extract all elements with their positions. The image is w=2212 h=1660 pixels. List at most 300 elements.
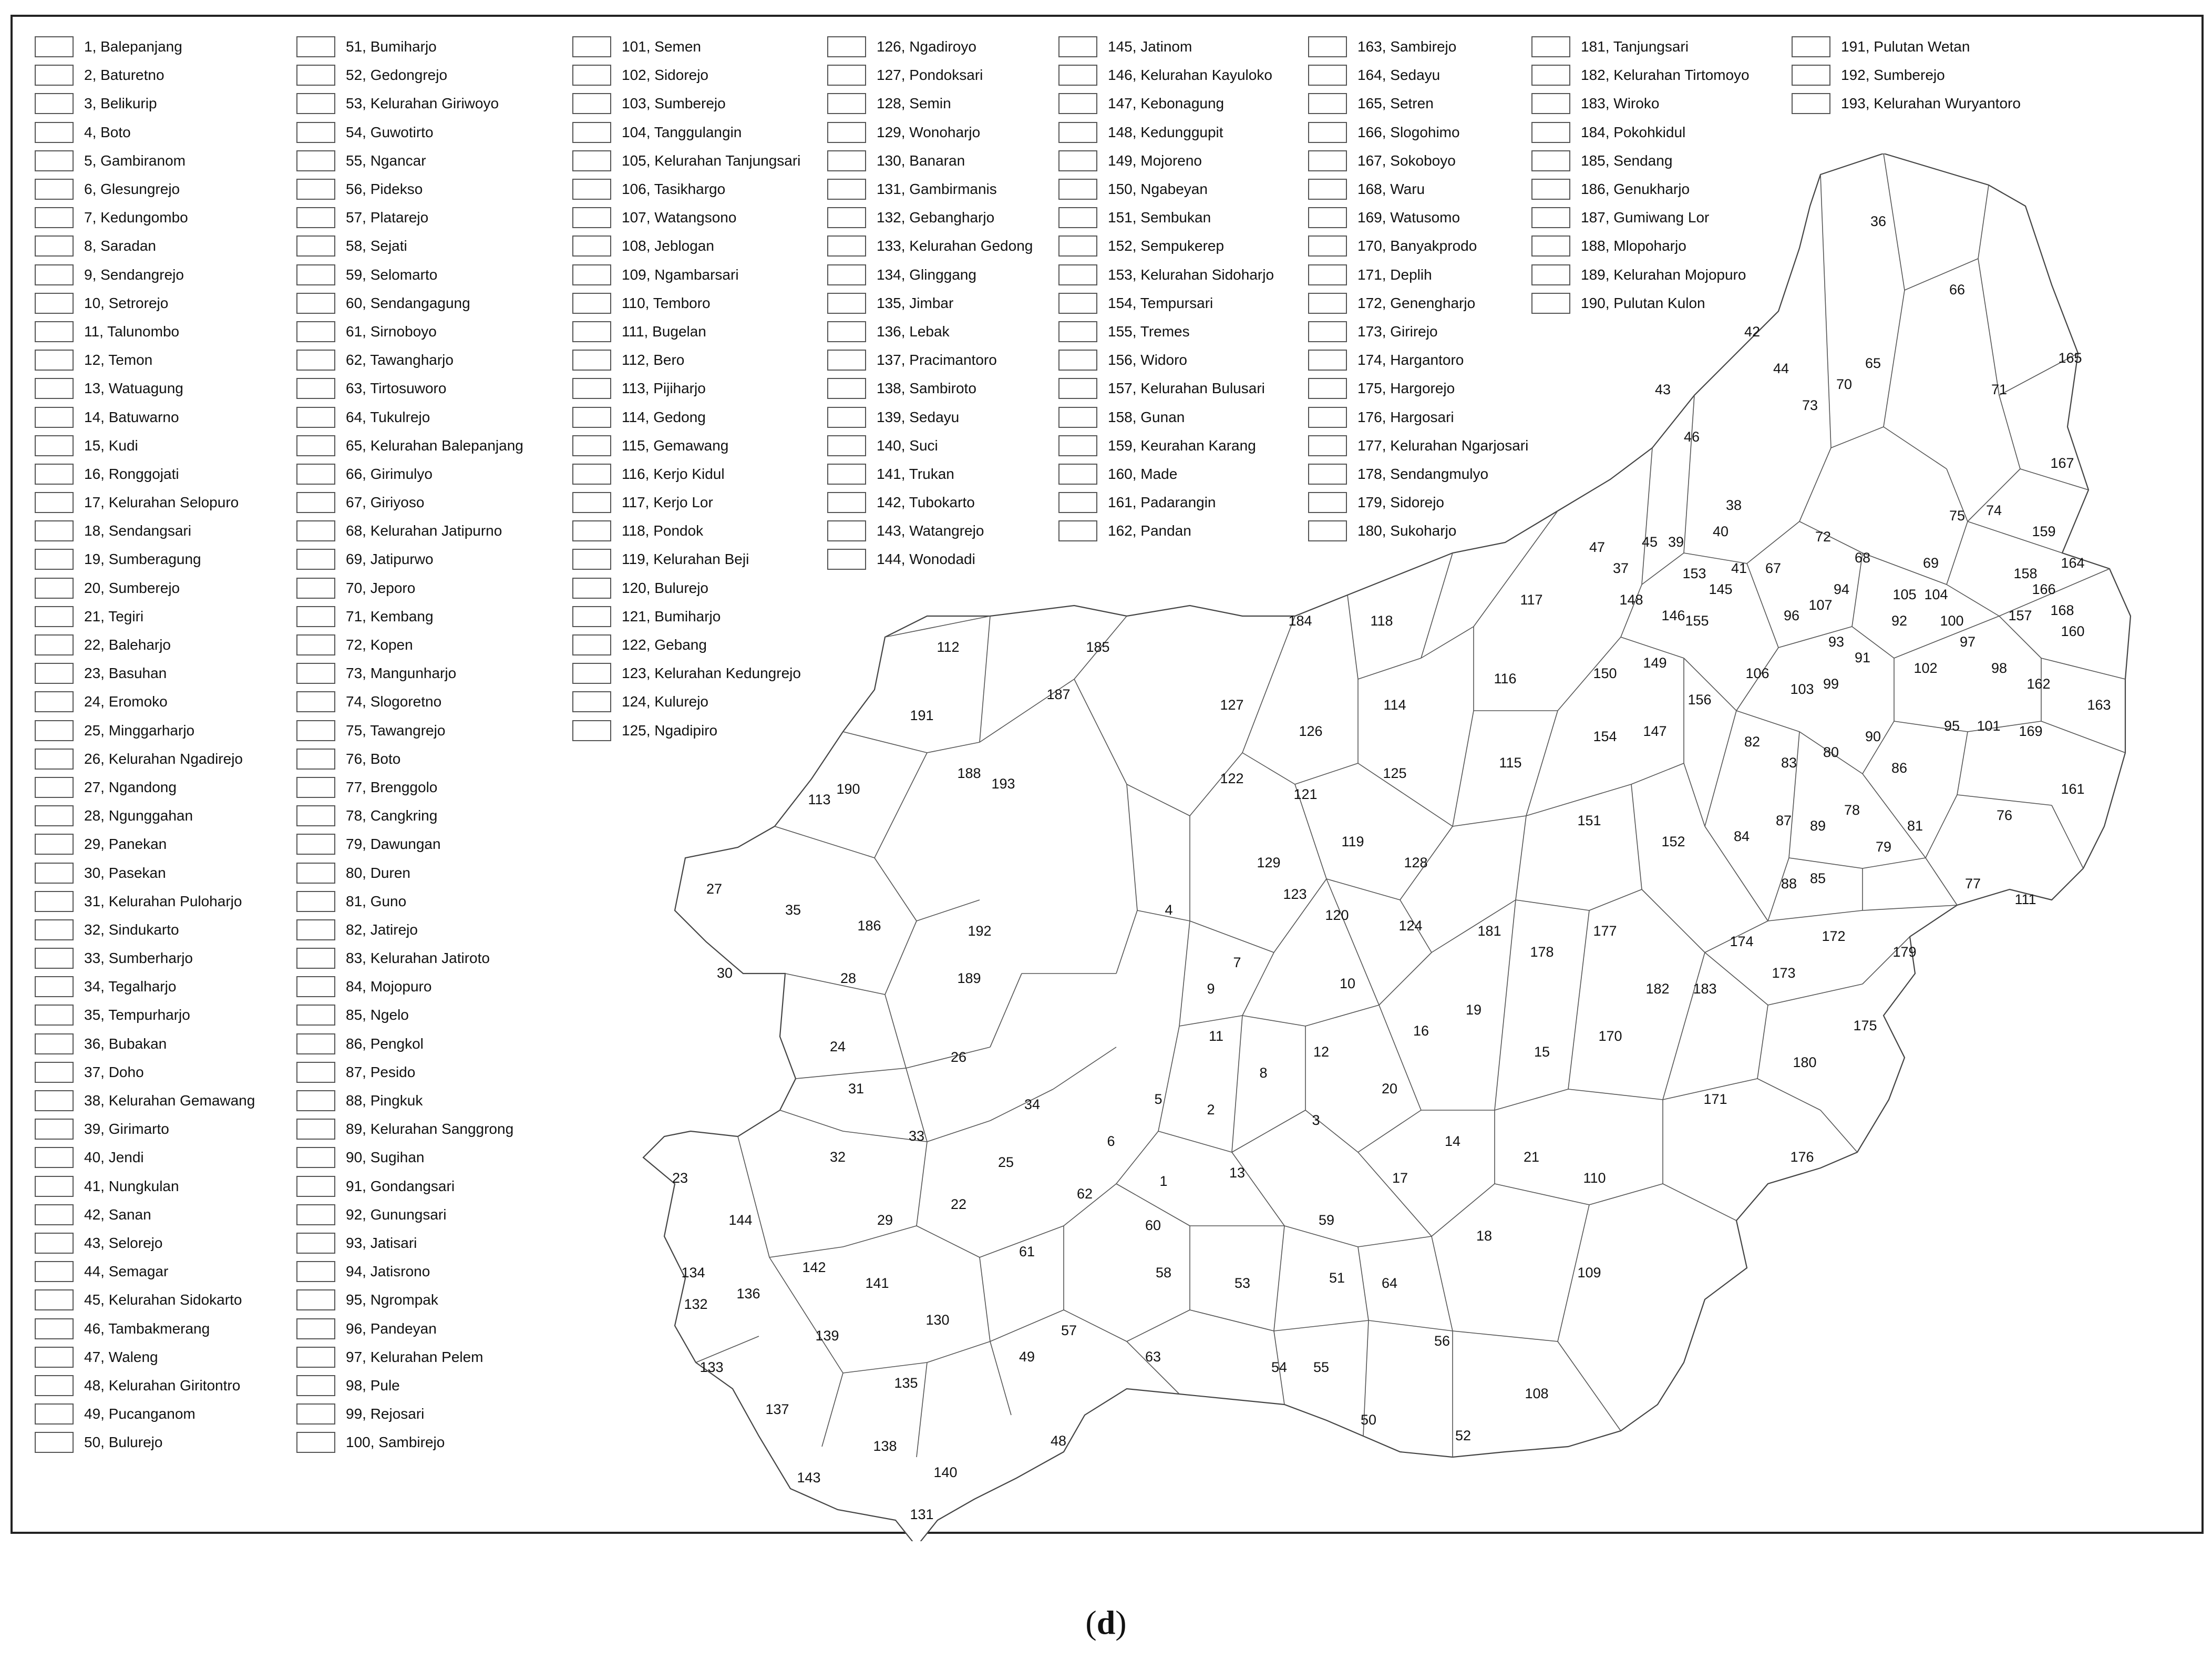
legend-label: 4, Boto bbox=[84, 124, 131, 140]
district-label: 104 bbox=[1924, 587, 1948, 602]
legend-label: 128, Semin bbox=[877, 95, 951, 112]
legend-swatch bbox=[35, 1432, 74, 1453]
legend-label: 112, Bero bbox=[622, 352, 685, 368]
legend-swatch bbox=[35, 235, 74, 257]
legend-item bbox=[296, 1257, 523, 1286]
district-label: 45 bbox=[1641, 534, 1658, 550]
legend-label: 183, Wiroko bbox=[1581, 95, 1660, 112]
legend-item bbox=[296, 61, 523, 89]
district-label: 154 bbox=[1593, 729, 1617, 744]
legend-item bbox=[35, 517, 255, 545]
legend-swatch bbox=[296, 976, 335, 997]
legend-swatch bbox=[296, 321, 335, 342]
caption-open: ( bbox=[1085, 1604, 1097, 1641]
legend-item bbox=[296, 261, 523, 289]
legend-item bbox=[35, 1087, 255, 1115]
legend-item bbox=[572, 89, 801, 118]
legend-label: 127, Pondoksari bbox=[877, 67, 983, 84]
district-label: 115 bbox=[1499, 755, 1522, 771]
legend-swatch bbox=[296, 1403, 335, 1425]
district-label: 98 bbox=[1991, 660, 2008, 676]
district-label: 91 bbox=[1854, 650, 1871, 665]
district-label: 132 bbox=[684, 1296, 708, 1312]
legend-item bbox=[35, 61, 255, 89]
legend-swatch bbox=[35, 1204, 74, 1225]
district-label: 58 bbox=[1155, 1265, 1172, 1280]
district-label: 83 bbox=[1781, 755, 1797, 771]
district-label: 107 bbox=[1808, 597, 1833, 613]
legend-swatch bbox=[1792, 65, 1830, 86]
legend-swatch bbox=[296, 293, 335, 314]
district-label: 66 bbox=[1949, 282, 1966, 298]
legend-label: 110, Temboro bbox=[622, 294, 711, 311]
legend-label: 73, Mangunharjo bbox=[346, 665, 457, 682]
district-label: 31 bbox=[848, 1081, 865, 1097]
legend-swatch bbox=[35, 1403, 74, 1425]
legend-item bbox=[572, 61, 801, 89]
legend-item bbox=[296, 602, 523, 631]
legend-item bbox=[296, 887, 523, 916]
district-label: 178 bbox=[1530, 944, 1554, 960]
district-label: 76 bbox=[1996, 807, 2013, 823]
district-label: 111 bbox=[2014, 892, 2036, 907]
legend-swatch bbox=[35, 321, 74, 342]
legend-label: 30, Pasekan bbox=[84, 864, 166, 881]
legend-item bbox=[35, 1201, 255, 1229]
legend-item bbox=[35, 261, 255, 289]
legend-item bbox=[296, 374, 523, 403]
legend-label: 168, Waru bbox=[1357, 181, 1425, 198]
legend-swatch bbox=[296, 549, 335, 570]
legend-item bbox=[1531, 33, 1750, 61]
legend-label: 123, Kelurahan Kedungrejo bbox=[622, 665, 801, 682]
legend-swatch bbox=[1531, 122, 1570, 143]
legend-swatch bbox=[572, 293, 611, 314]
legend-swatch bbox=[296, 749, 335, 770]
district-label: 32 bbox=[829, 1149, 846, 1165]
legend-label: 61, Sirnoboyo bbox=[346, 323, 437, 340]
legend-label: 169, Watusomo bbox=[1357, 209, 1460, 226]
district-label: 75 bbox=[1949, 508, 1966, 524]
district-label: 114 bbox=[1383, 697, 1406, 713]
legend-swatch bbox=[572, 179, 611, 200]
district-label: 123 bbox=[1283, 886, 1307, 902]
legend-item bbox=[296, 916, 523, 944]
district-label: 29 bbox=[877, 1212, 893, 1228]
district-label: 65 bbox=[1865, 355, 1881, 371]
legend-swatch bbox=[296, 1233, 335, 1254]
legend-swatch bbox=[35, 976, 74, 997]
district-label: 187 bbox=[1046, 686, 1071, 702]
legend-swatch bbox=[296, 834, 335, 855]
legend-label: 136, Lebak bbox=[877, 323, 950, 340]
district-label: 72 bbox=[1815, 529, 1832, 545]
legend-swatch bbox=[35, 919, 74, 940]
legend-item bbox=[296, 688, 523, 716]
legend-item bbox=[296, 1400, 523, 1428]
legend-item bbox=[296, 1087, 523, 1115]
legend-item bbox=[35, 773, 255, 802]
legend-item bbox=[35, 1400, 255, 1428]
legend-item bbox=[35, 175, 255, 203]
district-label: 80 bbox=[1823, 744, 1839, 760]
legend-item bbox=[296, 175, 523, 203]
legend-item bbox=[35, 460, 255, 488]
district-label: 39 bbox=[1668, 534, 1684, 550]
district-label: 138 bbox=[873, 1438, 897, 1454]
legend-label: 23, Basuhan bbox=[84, 665, 167, 682]
district-label: 35 bbox=[785, 902, 801, 918]
legend-swatch bbox=[35, 720, 74, 741]
district-label: 146 bbox=[1661, 608, 1685, 623]
legend-item bbox=[296, 203, 523, 232]
district-label: 26 bbox=[950, 1049, 967, 1065]
district-label: 136 bbox=[736, 1286, 760, 1302]
legend-label: 3, Belikurip bbox=[84, 95, 157, 112]
district-label: 120 bbox=[1325, 907, 1349, 923]
legend-item bbox=[35, 574, 255, 602]
legend-swatch bbox=[35, 1147, 74, 1168]
legend-label: 38, Kelurahan Gemawang bbox=[84, 1092, 255, 1109]
district-label: 61 bbox=[1018, 1244, 1035, 1259]
legend-label: 31, Kelurahan Puloharjo bbox=[84, 893, 242, 909]
district-label: 169 bbox=[2019, 723, 2043, 739]
legend-label: 190, Pulutan Kulon bbox=[1581, 294, 1705, 311]
district-label: 118 bbox=[1370, 613, 1393, 629]
district-label: 6 bbox=[1107, 1133, 1115, 1149]
legend-swatch bbox=[296, 1318, 335, 1339]
legend-label: 57, Platarejo bbox=[346, 209, 429, 226]
legend-item bbox=[296, 488, 523, 517]
district-label: 139 bbox=[815, 1328, 839, 1344]
district-label: 99 bbox=[1823, 676, 1839, 692]
legend-label: 76, Boto bbox=[346, 750, 401, 767]
legend-swatch bbox=[35, 578, 74, 599]
caption-letter: d bbox=[1096, 1604, 1116, 1641]
legend-item bbox=[35, 1343, 255, 1371]
legend-swatch bbox=[572, 235, 611, 257]
legend-item bbox=[296, 1343, 523, 1371]
legend-item bbox=[296, 858, 523, 887]
legend-swatch bbox=[296, 235, 335, 257]
legend-label: 88, Pingkuk bbox=[346, 1092, 423, 1109]
legend-label: 98, Pule bbox=[346, 1377, 400, 1393]
legend-label: 34, Tegalharjo bbox=[84, 978, 177, 995]
district-label: 156 bbox=[1688, 692, 1712, 708]
legend-label: 20, Sumberejo bbox=[84, 579, 180, 596]
legend-swatch bbox=[296, 805, 335, 826]
legend-column bbox=[296, 33, 523, 1457]
legend-swatch bbox=[1058, 122, 1097, 143]
legend-swatch bbox=[35, 150, 74, 171]
legend-item bbox=[296, 574, 523, 602]
legend-swatch bbox=[296, 891, 335, 912]
legend-item bbox=[296, 972, 523, 1001]
district-label: 74 bbox=[1985, 503, 2002, 518]
legend-swatch bbox=[572, 549, 611, 570]
legend-swatch bbox=[296, 150, 335, 171]
district-label: 164 bbox=[2061, 555, 2085, 571]
legend-item bbox=[1308, 118, 1528, 147]
district-label: 126 bbox=[1299, 723, 1323, 739]
legend-label: 137, Pracimantoro bbox=[877, 352, 997, 368]
legend-swatch bbox=[572, 520, 611, 541]
district-label: 176 bbox=[1790, 1149, 1814, 1165]
district-label: 7 bbox=[1233, 955, 1241, 970]
legend-swatch bbox=[296, 1119, 335, 1140]
legend-swatch bbox=[572, 122, 611, 143]
legend-swatch bbox=[572, 691, 611, 712]
legend-swatch bbox=[35, 863, 74, 884]
legend-swatch bbox=[1792, 93, 1830, 114]
legend-swatch bbox=[35, 378, 74, 399]
district-label: 95 bbox=[1943, 718, 1960, 734]
legend-item bbox=[1058, 33, 1274, 61]
regency-boundary bbox=[643, 153, 2131, 1541]
district-label: 12 bbox=[1313, 1044, 1330, 1060]
legend-swatch bbox=[35, 492, 74, 513]
legend-swatch bbox=[296, 1062, 335, 1083]
legend-label: 161, Padarangin bbox=[1108, 494, 1216, 511]
legend-swatch bbox=[1058, 65, 1097, 86]
legend-item bbox=[35, 118, 255, 147]
district-label: 157 bbox=[2008, 608, 2032, 623]
legend-item bbox=[1792, 33, 2021, 61]
legend-label: 176, Hargosari bbox=[1357, 408, 1454, 425]
legend-item bbox=[296, 1115, 523, 1143]
district-label: 153 bbox=[1682, 566, 1706, 581]
legend-swatch bbox=[1058, 36, 1097, 57]
legend-swatch bbox=[296, 1005, 335, 1026]
district-label: 180 bbox=[1793, 1054, 1817, 1070]
district-label: 124 bbox=[1398, 918, 1423, 934]
district-label: 53 bbox=[1234, 1275, 1251, 1291]
legend-label: 109, Ngambarsari bbox=[622, 266, 739, 283]
legend-swatch bbox=[572, 150, 611, 171]
legend-label: 192, Sumberejo bbox=[1841, 67, 1945, 84]
district-label: 82 bbox=[1744, 734, 1761, 750]
district-label: 19 bbox=[1465, 1002, 1482, 1018]
district-label: 97 bbox=[1959, 634, 1976, 650]
legend-label: 17, Kelurahan Selopuro bbox=[84, 494, 239, 511]
district-label: 21 bbox=[1523, 1149, 1540, 1165]
district-label: 127 bbox=[1220, 697, 1244, 713]
district-label: 150 bbox=[1593, 665, 1617, 681]
legend-label: 47, Waleng bbox=[84, 1348, 158, 1365]
legend-swatch bbox=[296, 464, 335, 485]
district-label: 22 bbox=[950, 1196, 967, 1212]
legend-swatch bbox=[827, 65, 866, 86]
legend-swatch bbox=[572, 606, 611, 627]
legend-swatch bbox=[296, 691, 335, 712]
legend-item bbox=[35, 858, 255, 887]
legend-item bbox=[296, 1001, 523, 1029]
legend-label: 16, Ronggojati bbox=[84, 465, 179, 482]
district-label: 43 bbox=[1654, 382, 1671, 397]
district-label: 90 bbox=[1865, 729, 1881, 744]
legend-label: 49, Pucanganom bbox=[84, 1406, 196, 1422]
district-label: 93 bbox=[1828, 634, 1845, 650]
legend-label: 167, Sokoboyo bbox=[1357, 152, 1456, 169]
legend-label: 82, Jatirejo bbox=[346, 921, 418, 938]
legend-item bbox=[296, 517, 523, 545]
legend-swatch bbox=[35, 1176, 74, 1197]
legend-label: 178, Sendangmulyo bbox=[1357, 465, 1489, 482]
legend-item bbox=[296, 1143, 523, 1172]
district-label: 130 bbox=[925, 1312, 950, 1328]
legend-label: 122, Gebang bbox=[622, 637, 707, 653]
district-label: 63 bbox=[1145, 1349, 1161, 1365]
district-label: 87 bbox=[1775, 813, 1792, 828]
district-label: 96 bbox=[1783, 608, 1800, 623]
district-label: 47 bbox=[1589, 539, 1606, 555]
legend-swatch bbox=[296, 606, 335, 627]
legend-item bbox=[1308, 61, 1528, 89]
legend-item bbox=[35, 1172, 255, 1201]
district-label: 148 bbox=[1619, 592, 1643, 608]
legend-swatch bbox=[296, 1090, 335, 1111]
legend-label: 89, Kelurahan Sanggrong bbox=[346, 1121, 514, 1138]
legend-label: 104, Tanggulangin bbox=[622, 124, 742, 140]
district-label: 173 bbox=[1772, 965, 1796, 981]
district-label: 15 bbox=[1534, 1044, 1550, 1060]
legend-item bbox=[296, 716, 523, 745]
legend-label: 186, Genukharjo bbox=[1581, 181, 1690, 198]
district-label: 182 bbox=[1645, 981, 1670, 997]
district-label: 117 bbox=[1520, 592, 1543, 608]
legend-label: 40, Jendi bbox=[84, 1149, 144, 1166]
legend-swatch bbox=[1308, 36, 1347, 57]
legend-swatch bbox=[827, 122, 866, 143]
legend-item bbox=[827, 118, 1033, 147]
legend-label: 165, Setren bbox=[1357, 95, 1434, 112]
legend-label: 74, Slogoretno bbox=[346, 693, 442, 710]
legend-label: 39, Girimarto bbox=[84, 1121, 169, 1138]
district-label: 55 bbox=[1313, 1359, 1330, 1375]
map-svg bbox=[612, 153, 2178, 1541]
district-label: 109 bbox=[1577, 1265, 1601, 1280]
legend-item bbox=[296, 631, 523, 659]
district-label: 167 bbox=[2050, 455, 2074, 471]
legend-item bbox=[35, 631, 255, 659]
legend-label: 124, Kulurejo bbox=[622, 693, 709, 710]
legend-item bbox=[1531, 118, 1750, 147]
legend-item bbox=[35, 716, 255, 745]
legend-label: 9, Sendangrejo bbox=[84, 266, 184, 283]
legend-label: 58, Sejati bbox=[346, 238, 407, 254]
legend-label: 48, Kelurahan Giritontro bbox=[84, 1377, 241, 1393]
district-label: 159 bbox=[2032, 524, 2056, 539]
legend-label: 35, Tempurharjo bbox=[84, 1007, 190, 1023]
legend-column bbox=[1792, 33, 2021, 118]
legend-label: 184, Pokohkidul bbox=[1581, 124, 1686, 140]
legend-swatch bbox=[296, 93, 335, 114]
legend-item bbox=[296, 1030, 523, 1058]
district-label: 8 bbox=[1259, 1065, 1268, 1081]
legend-label: 68, Kelurahan Jatipurno bbox=[346, 522, 502, 539]
district-label: 112 bbox=[937, 639, 960, 655]
legend-swatch bbox=[35, 1119, 74, 1140]
figure-caption bbox=[0, 1603, 2212, 1642]
legend-swatch bbox=[296, 1033, 335, 1054]
legend-label: 117, Kerjo Lor bbox=[622, 494, 713, 511]
legend-label: 95, Ngrompak bbox=[346, 1292, 438, 1308]
legend-item bbox=[35, 1058, 255, 1087]
district-label: 70 bbox=[1836, 376, 1853, 392]
district-label: 121 bbox=[1293, 786, 1318, 802]
district-label: 88 bbox=[1781, 876, 1797, 892]
legend-swatch bbox=[572, 264, 611, 285]
district-label: 81 bbox=[1907, 818, 1923, 834]
district-label: 184 bbox=[1288, 613, 1312, 629]
legend-item bbox=[1308, 89, 1528, 118]
district-label: 52 bbox=[1455, 1428, 1472, 1443]
legend-item bbox=[827, 89, 1033, 118]
district-label: 170 bbox=[1598, 1028, 1622, 1044]
legend-label: 13, Watuagung bbox=[84, 380, 183, 397]
legend-label: 193, Kelurahan Wuryantoro bbox=[1841, 95, 2021, 112]
district-label: 89 bbox=[1809, 818, 1826, 834]
district-label: 116 bbox=[1494, 671, 1517, 686]
legend-label: 121, Bumiharjo bbox=[622, 608, 721, 624]
legend-label: 174, Hargantoro bbox=[1357, 352, 1464, 368]
district-label: 30 bbox=[716, 965, 733, 981]
legend-swatch bbox=[35, 805, 74, 826]
legend-column bbox=[35, 33, 255, 1457]
legend-swatch bbox=[572, 207, 611, 228]
legend-label: 90, Sugihan bbox=[346, 1149, 425, 1166]
legend-label: 154, Tempursari bbox=[1108, 294, 1213, 311]
district-label: 11 bbox=[1208, 1028, 1224, 1044]
district-label: 140 bbox=[933, 1464, 958, 1480]
district-label: 149 bbox=[1643, 655, 1667, 671]
district-label: 57 bbox=[1061, 1323, 1077, 1338]
district-label: 175 bbox=[1853, 1018, 1877, 1033]
district-label: 165 bbox=[2058, 350, 2082, 366]
legend-label: 101, Semen bbox=[622, 38, 701, 55]
district-label: 14 bbox=[1444, 1133, 1461, 1149]
legend-swatch bbox=[296, 863, 335, 884]
district-label: 141 bbox=[865, 1275, 889, 1291]
legend-label: 139, Sedayu bbox=[877, 408, 960, 425]
legend-label: 72, Kopen bbox=[346, 637, 413, 653]
legend-label: 55, Ngancar bbox=[346, 152, 426, 169]
legend-swatch bbox=[296, 948, 335, 969]
legend-label: 111, Bugelan bbox=[622, 323, 706, 340]
legend-item bbox=[35, 916, 255, 944]
legend-label: 159, Keurahan Karang bbox=[1108, 437, 1256, 454]
legend-label: 50, Bulurejo bbox=[84, 1434, 163, 1451]
district-label: 179 bbox=[1892, 944, 1917, 960]
district-label: 125 bbox=[1383, 765, 1407, 781]
district-label: 144 bbox=[728, 1212, 753, 1228]
legend-swatch bbox=[35, 891, 74, 912]
legend-label: 83, Kelurahan Jatiroto bbox=[346, 950, 490, 967]
district-label: 133 bbox=[699, 1359, 724, 1375]
district-label: 106 bbox=[1745, 665, 1769, 681]
district-label: 20 bbox=[1381, 1081, 1398, 1097]
legend-swatch bbox=[296, 264, 335, 285]
legend-label: 133, Kelurahan Gedong bbox=[877, 238, 1033, 254]
district-label: 42 bbox=[1744, 324, 1761, 340]
legend-label: 148, Kedunggupit bbox=[1108, 124, 1223, 140]
district-label: 158 bbox=[2013, 566, 2038, 581]
legend-label: 67, Giriyoso bbox=[346, 494, 425, 511]
legend-swatch bbox=[35, 1318, 74, 1339]
legend-item bbox=[1058, 61, 1274, 89]
legend-swatch bbox=[35, 1347, 74, 1368]
legend-item bbox=[35, 89, 255, 118]
